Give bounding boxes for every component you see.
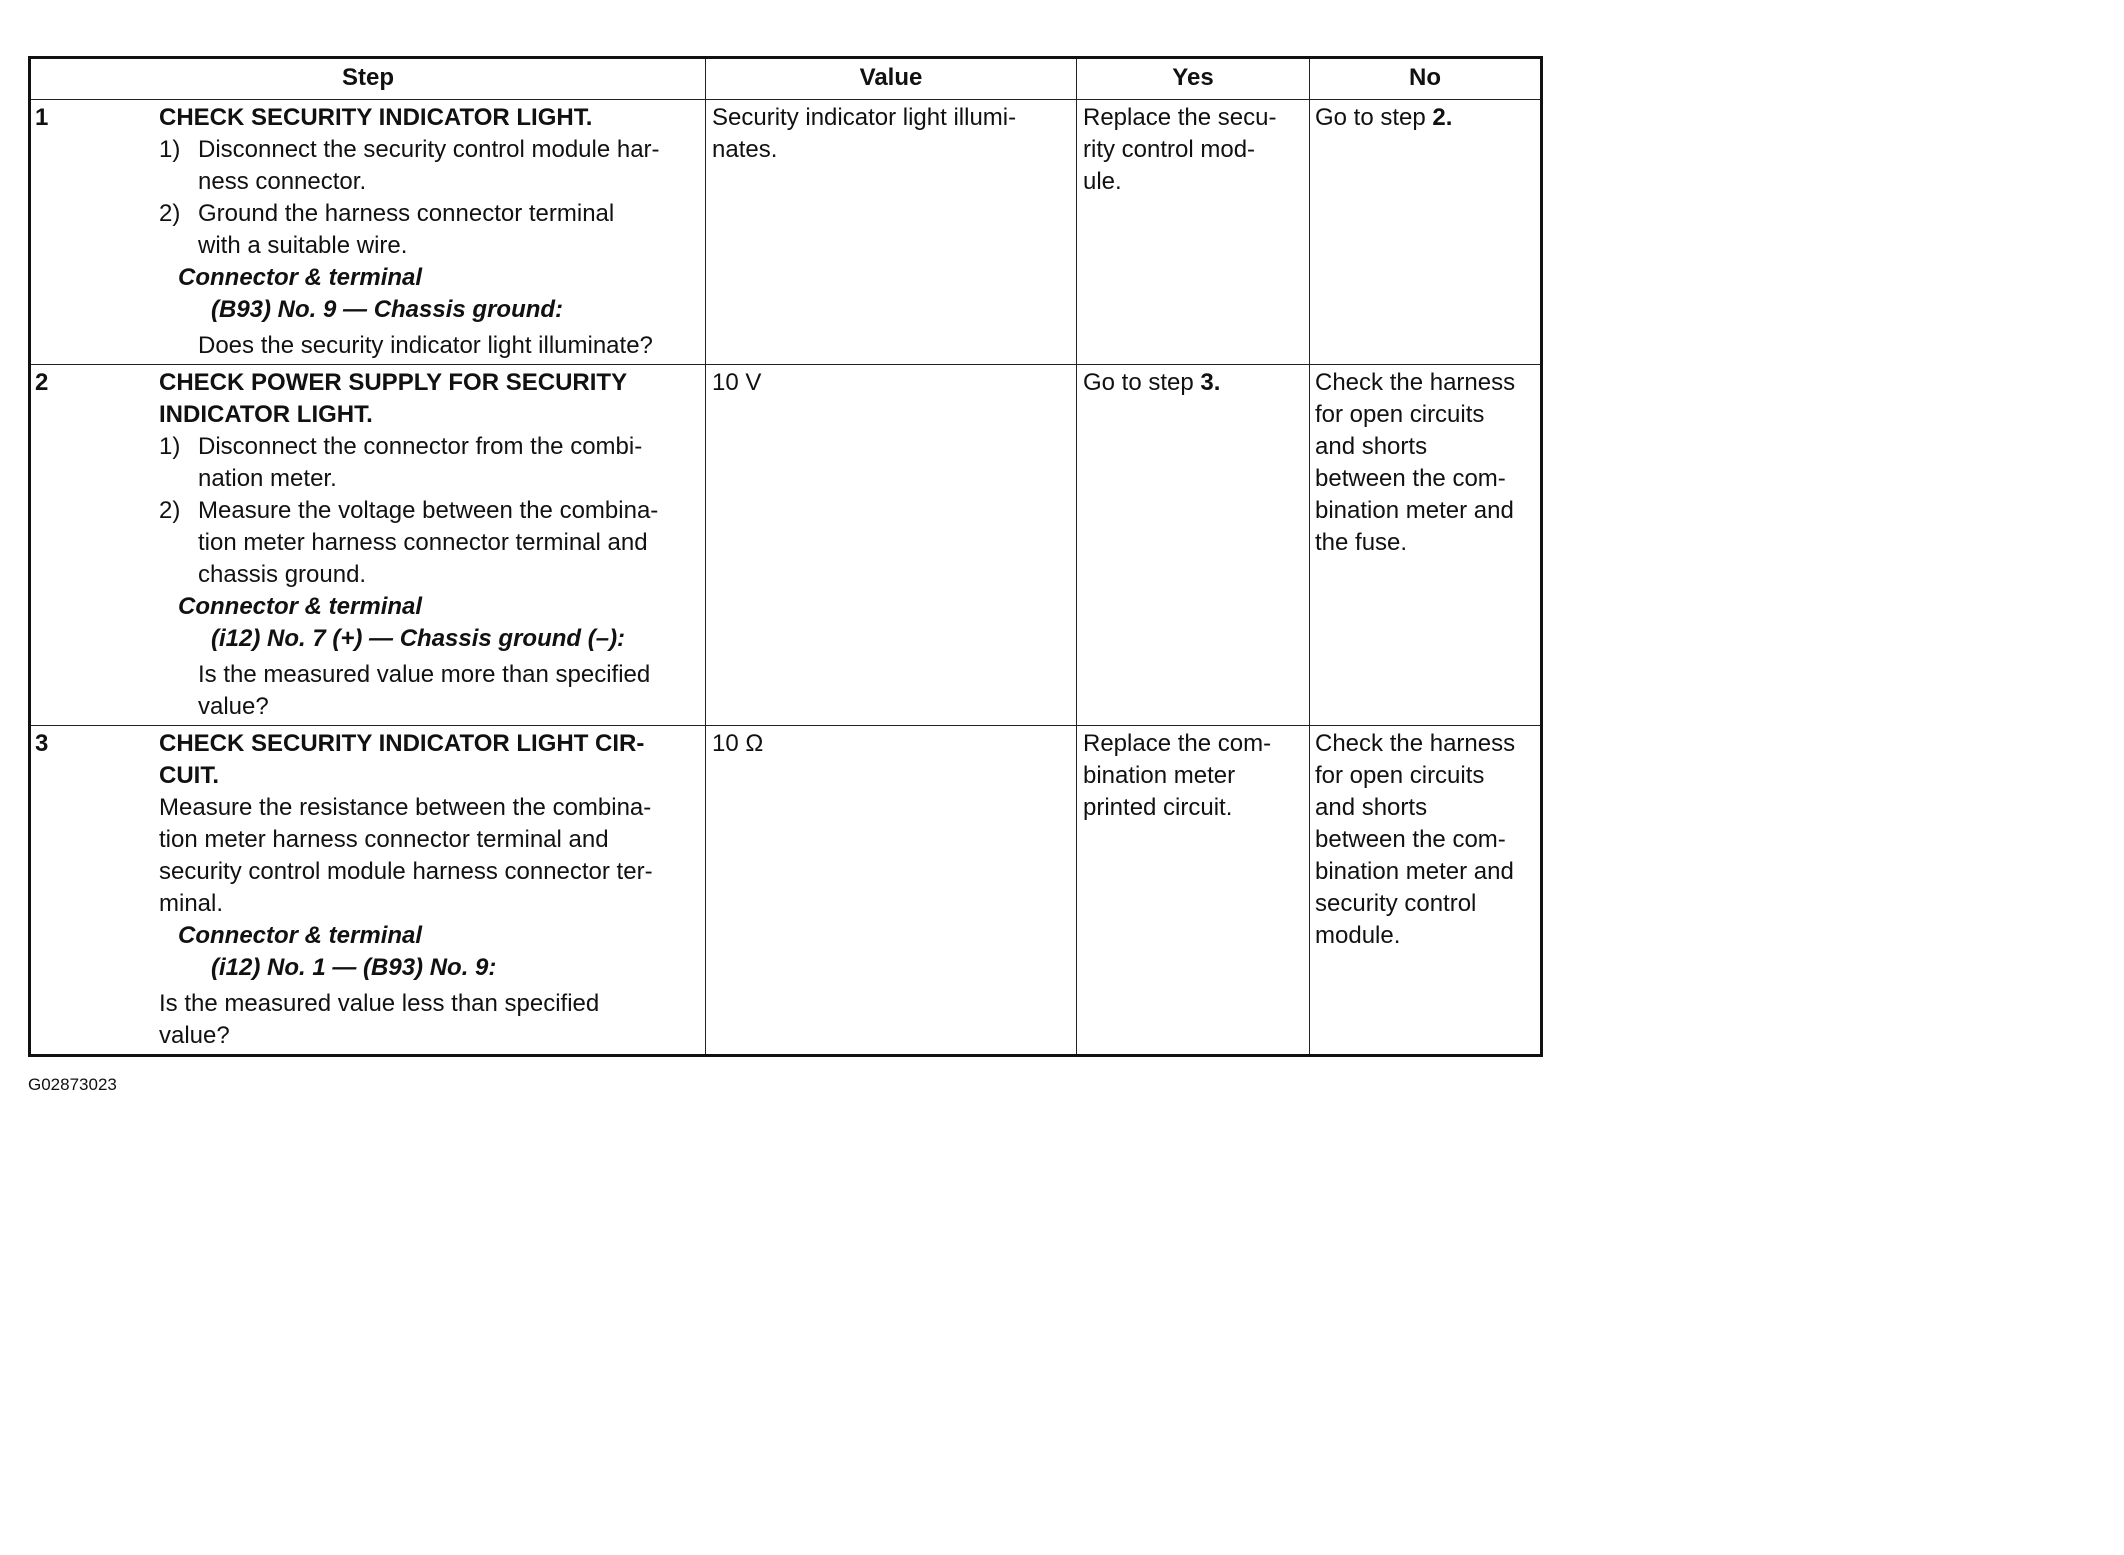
step-intro-line: tion meter harness connector terminal and bbox=[159, 826, 609, 853]
yes-cell bbox=[1077, 100, 1310, 365]
step-title-line: CUIT. bbox=[159, 762, 219, 789]
step-intro-line: Measure the resistance between the combina- bbox=[159, 794, 652, 821]
connector-label: Connector & terminal bbox=[178, 264, 423, 291]
connector-value: (B93) No. 9 — Chassis ground: bbox=[211, 296, 564, 323]
substep-line: Measure the voltage between the combina- bbox=[198, 497, 659, 524]
yes-line bbox=[1083, 134, 1303, 166]
value-cell bbox=[706, 365, 1077, 726]
yes-cell bbox=[1077, 726, 1310, 1056]
table-row bbox=[30, 100, 1542, 365]
yes-text: rity control mod- bbox=[1083, 136, 1256, 163]
connector-value: (i12) No. 7 (+) — Chassis ground (–): bbox=[211, 625, 626, 652]
diagnostic-table bbox=[28, 56, 1543, 1057]
value-line: nates. bbox=[712, 136, 778, 163]
table-header-row bbox=[30, 58, 1542, 100]
step-reference: 2. bbox=[1432, 104, 1453, 131]
no-text: between the com- bbox=[1315, 826, 1506, 853]
step-intro-line: minal. bbox=[159, 890, 224, 917]
no-line bbox=[1315, 431, 1538, 463]
substep-number: 2) bbox=[159, 200, 181, 227]
value-line: 10 V bbox=[712, 369, 762, 396]
connector-value: (i12) No. 1 — (B93) No. 9: bbox=[211, 954, 497, 981]
no-text: bination meter and bbox=[1315, 858, 1514, 885]
no-line bbox=[1315, 367, 1538, 399]
substep-text bbox=[198, 134, 699, 198]
question-line: Does the security indicator light illuminate? bbox=[198, 332, 653, 359]
substep-line: Disconnect the security control module har- bbox=[198, 136, 660, 163]
no-cell bbox=[1310, 100, 1542, 365]
yes-line bbox=[1083, 792, 1303, 824]
substep-line: Ground the harness connector terminal bbox=[198, 200, 615, 227]
no-text: the fuse. bbox=[1315, 529, 1408, 556]
no-line bbox=[1315, 760, 1538, 792]
no-line bbox=[1315, 792, 1538, 824]
no-cell bbox=[1310, 365, 1542, 726]
yes-text: Replace the secu- bbox=[1083, 104, 1277, 131]
value-cell bbox=[706, 726, 1077, 1056]
substep-line: tion meter harness connector terminal and bbox=[198, 529, 648, 556]
value-line: 10 Ω bbox=[712, 730, 764, 757]
step-intro-line: security control module harness connector ter- bbox=[159, 858, 653, 885]
no-line bbox=[1315, 856, 1538, 888]
step-question bbox=[159, 659, 699, 723]
substep-number: 1) bbox=[159, 433, 181, 460]
step-cell bbox=[30, 726, 706, 1056]
no-text: bination meter and bbox=[1315, 497, 1514, 524]
yes-text: printed circuit. bbox=[1083, 794, 1233, 821]
table-row bbox=[30, 726, 1542, 1056]
step-number: 3 bbox=[35, 730, 49, 757]
substep bbox=[159, 431, 699, 495]
yes-line bbox=[1083, 102, 1303, 134]
substep-line: with a suitable wire. bbox=[198, 232, 408, 259]
substep-text bbox=[198, 198, 699, 262]
question-line: value? bbox=[159, 1022, 230, 1049]
connector-label: Connector & terminal bbox=[178, 922, 423, 949]
substep bbox=[159, 134, 699, 198]
figure-code: G02873023 bbox=[28, 1075, 117, 1094]
no-line bbox=[1315, 920, 1538, 952]
table-row bbox=[30, 365, 1542, 726]
substep-line: Disconnect the connector from the combi- bbox=[198, 433, 643, 460]
substep-number: 2) bbox=[159, 497, 181, 524]
no-line bbox=[1315, 824, 1538, 856]
substep-text bbox=[198, 431, 699, 495]
no-text: module. bbox=[1315, 922, 1401, 949]
no-line bbox=[1315, 527, 1538, 559]
no-line bbox=[1315, 463, 1538, 495]
no-line bbox=[1315, 102, 1538, 134]
yes-line bbox=[1083, 760, 1303, 792]
substep-number: 1) bbox=[159, 136, 181, 163]
step-number: 1 bbox=[35, 104, 49, 131]
yes-line bbox=[1083, 728, 1303, 760]
step-cell bbox=[30, 365, 706, 726]
no-text: and shorts bbox=[1315, 433, 1428, 460]
no-line bbox=[1315, 399, 1538, 431]
substep bbox=[159, 495, 699, 591]
yes-cell bbox=[1077, 365, 1310, 726]
value-cell bbox=[706, 100, 1077, 365]
question-line: value? bbox=[198, 693, 269, 720]
header-value: Value bbox=[706, 58, 1077, 100]
step-number: 2 bbox=[35, 369, 49, 396]
step-cell bbox=[30, 100, 706, 365]
yes-text: Replace the com- bbox=[1083, 730, 1272, 757]
no-text: and shorts bbox=[1315, 794, 1428, 821]
value-line: Security indicator light illumi- bbox=[712, 104, 1017, 131]
step-title-line: CHECK SECURITY INDICATOR LIGHT. bbox=[159, 104, 593, 131]
yes-text: bination meter bbox=[1083, 762, 1236, 789]
step-title-line: INDICATOR LIGHT. bbox=[159, 401, 373, 428]
step-reference: 3. bbox=[1200, 369, 1221, 396]
question-line: Is the measured value more than specified bbox=[198, 661, 651, 688]
yes-line bbox=[1083, 166, 1303, 198]
header-step: Step bbox=[30, 58, 706, 100]
connector-label: Connector & terminal bbox=[178, 593, 423, 620]
substep-line: nation meter. bbox=[198, 465, 337, 492]
no-text: between the com- bbox=[1315, 465, 1506, 492]
header-no: No bbox=[1310, 58, 1542, 100]
no-line bbox=[1315, 728, 1538, 760]
no-cell bbox=[1310, 726, 1542, 1056]
no-text: for open circuits bbox=[1315, 401, 1485, 428]
yes-line bbox=[1083, 367, 1303, 399]
no-text: Check the harness bbox=[1315, 369, 1516, 396]
yes-text: ule. bbox=[1083, 168, 1122, 195]
step-title-line: CHECK SECURITY INDICATOR LIGHT CIR- bbox=[159, 730, 645, 757]
substep-line: chassis ground. bbox=[198, 561, 367, 588]
header-yes: Yes bbox=[1077, 58, 1310, 100]
yes-text: Go to step bbox=[1083, 369, 1201, 396]
step-title-line: CHECK POWER SUPPLY FOR SECURITY bbox=[159, 369, 628, 396]
step-question bbox=[159, 330, 699, 362]
substep bbox=[159, 198, 699, 262]
no-text: security control bbox=[1315, 890, 1477, 917]
no-text: Go to step bbox=[1315, 104, 1433, 131]
no-text: for open circuits bbox=[1315, 762, 1485, 789]
no-text: Check the harness bbox=[1315, 730, 1516, 757]
substep-line: ness connector. bbox=[198, 168, 367, 195]
no-line bbox=[1315, 888, 1538, 920]
step-question bbox=[159, 988, 699, 1052]
substep-text bbox=[198, 495, 699, 591]
question-line: Is the measured value less than specified bbox=[159, 990, 600, 1017]
no-line bbox=[1315, 495, 1538, 527]
